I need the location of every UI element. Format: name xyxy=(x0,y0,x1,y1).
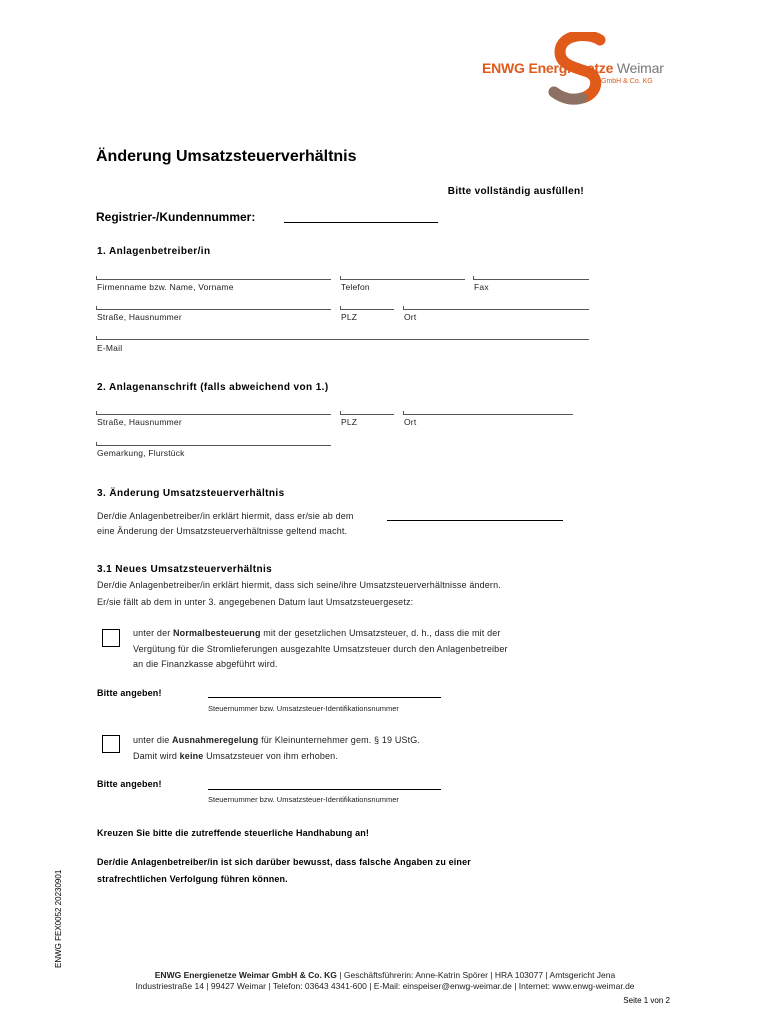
fax-label: Fax xyxy=(474,282,489,292)
company-logo-text xyxy=(482,60,664,76)
change-date-field[interactable] xyxy=(387,520,563,521)
option-normal-taxation xyxy=(133,626,508,673)
firm-name-label: Firmenname bzw. Name, Vorname xyxy=(97,282,234,292)
logo-subtitle: GmbH & Co. KG xyxy=(601,78,653,85)
footer-line-2: Industriestraße 14 | 99427 Weimar | Telefon: 03643 4341-600 | E-Mail: einspeiser@enwg-weimar.de | Internet: www.enwg-weimar.de xyxy=(135,981,635,991)
registration-label: Registrier-/Kundennummer: xyxy=(96,210,256,224)
logo-name-grey: Weimar xyxy=(616,60,664,76)
email-field[interactable] xyxy=(96,339,589,340)
section-3-1-text-1: Der/die Anlagenbetreiber/in erklärt hiermit, dass sich seine/ihre Umsatzsteuerverhältnisse ändern. xyxy=(97,580,501,590)
plz-field[interactable] xyxy=(340,309,394,310)
plant-street-label: Straße, Hausnummer xyxy=(97,417,182,427)
option1-bold: Normalbesteuerung xyxy=(173,628,261,638)
section-2-heading: 2. Anlagenanschrift (falls abweichend von 1.) xyxy=(97,382,329,393)
street-label: Straße, Hausnummer xyxy=(97,312,182,322)
section-3-text-2: eine Änderung der Umsatzsteuerverhältnisse geltend macht. xyxy=(97,526,348,536)
fill-instruction: Bitte vollständig ausfüllen! xyxy=(447,186,584,197)
plant-city-field[interactable] xyxy=(403,414,573,415)
tax-number-label-2: Steuernummer bzw. Umsatzsteuer-Identifikationsnummer xyxy=(208,795,399,804)
option1-line3: an die Finanzkasse abgeführt wird. xyxy=(133,659,278,669)
warning-line-2: strafrechtlichen Verfolgung führen können. xyxy=(97,874,288,884)
option2-bold: Ausnahmeregelung xyxy=(172,735,259,745)
phone-field[interactable] xyxy=(340,279,465,280)
city-label: Ort xyxy=(404,312,417,322)
logo-name-orange: ENWG Energienetze xyxy=(482,60,614,76)
plz-label: PLZ xyxy=(341,312,358,322)
plant-plz-field[interactable] xyxy=(340,414,394,415)
option1-pre: unter der xyxy=(133,628,174,638)
plant-street-field[interactable] xyxy=(96,414,331,415)
section-1-heading: 1. Anlagenbetreiber/in xyxy=(97,246,211,257)
option2-line2-bold: keine xyxy=(179,750,204,761)
footer-company: ENWG Energienetze Weimar GmbH & Co. KG xyxy=(154,970,337,980)
plant-city-label: Ort xyxy=(404,417,417,427)
tax-number-field-2[interactable] xyxy=(208,789,441,790)
parcel-label: Gemarkung, Flurstück xyxy=(97,448,185,458)
normal-taxation-checkbox[interactable] xyxy=(102,629,120,647)
form-code: ENWG FEX0052 20230901 xyxy=(54,869,63,968)
warning-line-1: Der/die Anlagenbetreiber/in ist sich darüber bewusst, dass falsche Angaben zu einer xyxy=(97,857,471,867)
section-3-heading: 3. Änderung Umsatzsteuerverhältnis xyxy=(97,488,285,499)
page-title: Änderung Umsatzsteuerverhältnis xyxy=(96,148,357,165)
option2-line2-pre: Damit wird xyxy=(133,750,180,761)
email-label: E-Mail xyxy=(97,343,123,353)
option2-pre: unter die xyxy=(133,735,173,745)
tax-number-field-1[interactable] xyxy=(208,697,441,698)
section-3-1-heading: 3.1 Neues Umsatzsteuerverhältnis xyxy=(97,564,273,575)
tax-number-label-1: Steuernummer bzw. Umsatzsteuer-Identifikationsnummer xyxy=(208,704,399,713)
street-field[interactable] xyxy=(96,309,331,310)
parcel-field[interactable] xyxy=(96,445,331,446)
city-field[interactable] xyxy=(403,309,589,310)
please-specify-2: Bitte angeben! xyxy=(97,779,162,789)
firm-name-field[interactable] xyxy=(96,279,331,280)
option2-post: für Kleinunternehmer gem. § 19 UStG. xyxy=(258,735,421,745)
footer-line-1-rest: | Geschäftsführerin: Anne-Katrin Spörer | HRA 103077 | Amtsgericht Jena xyxy=(336,970,616,980)
section-3-1-text-2: Er/sie fällt ab dem in unter 3. angegebenen Datum laut Umsatzsteuergesetz: xyxy=(97,597,414,607)
option2-line2-post: Umsatzsteuer von ihm erhoben. xyxy=(203,750,338,761)
plant-plz-label: PLZ xyxy=(341,417,358,427)
please-specify-1: Bitte angeben! xyxy=(97,688,162,698)
option1-line2: Vergütung für die Stromlieferungen ausgezahlte Umsatzsteuer durch den Anlagenbetreiber xyxy=(133,643,508,654)
section-3-text-1: Der/die Anlagenbetreiber/in erklärt hiermit, dass er/sie ab dem xyxy=(97,511,354,521)
phone-label: Telefon xyxy=(341,282,370,292)
page-number: Seite 1 von 2 xyxy=(623,996,670,1005)
tick-instruction: Kreuzen Sie bitte die zutreffende steuerliche Handhabung an! xyxy=(97,828,370,838)
fax-field[interactable] xyxy=(473,279,589,280)
registration-number-field[interactable] xyxy=(284,222,438,223)
option1-post: mit der gesetzlichen Umsatzsteuer, d. h., dass die mit der xyxy=(260,628,501,638)
footer-line-1 xyxy=(0,970,770,980)
small-business-checkbox[interactable] xyxy=(102,735,120,753)
option-small-business xyxy=(133,733,420,764)
